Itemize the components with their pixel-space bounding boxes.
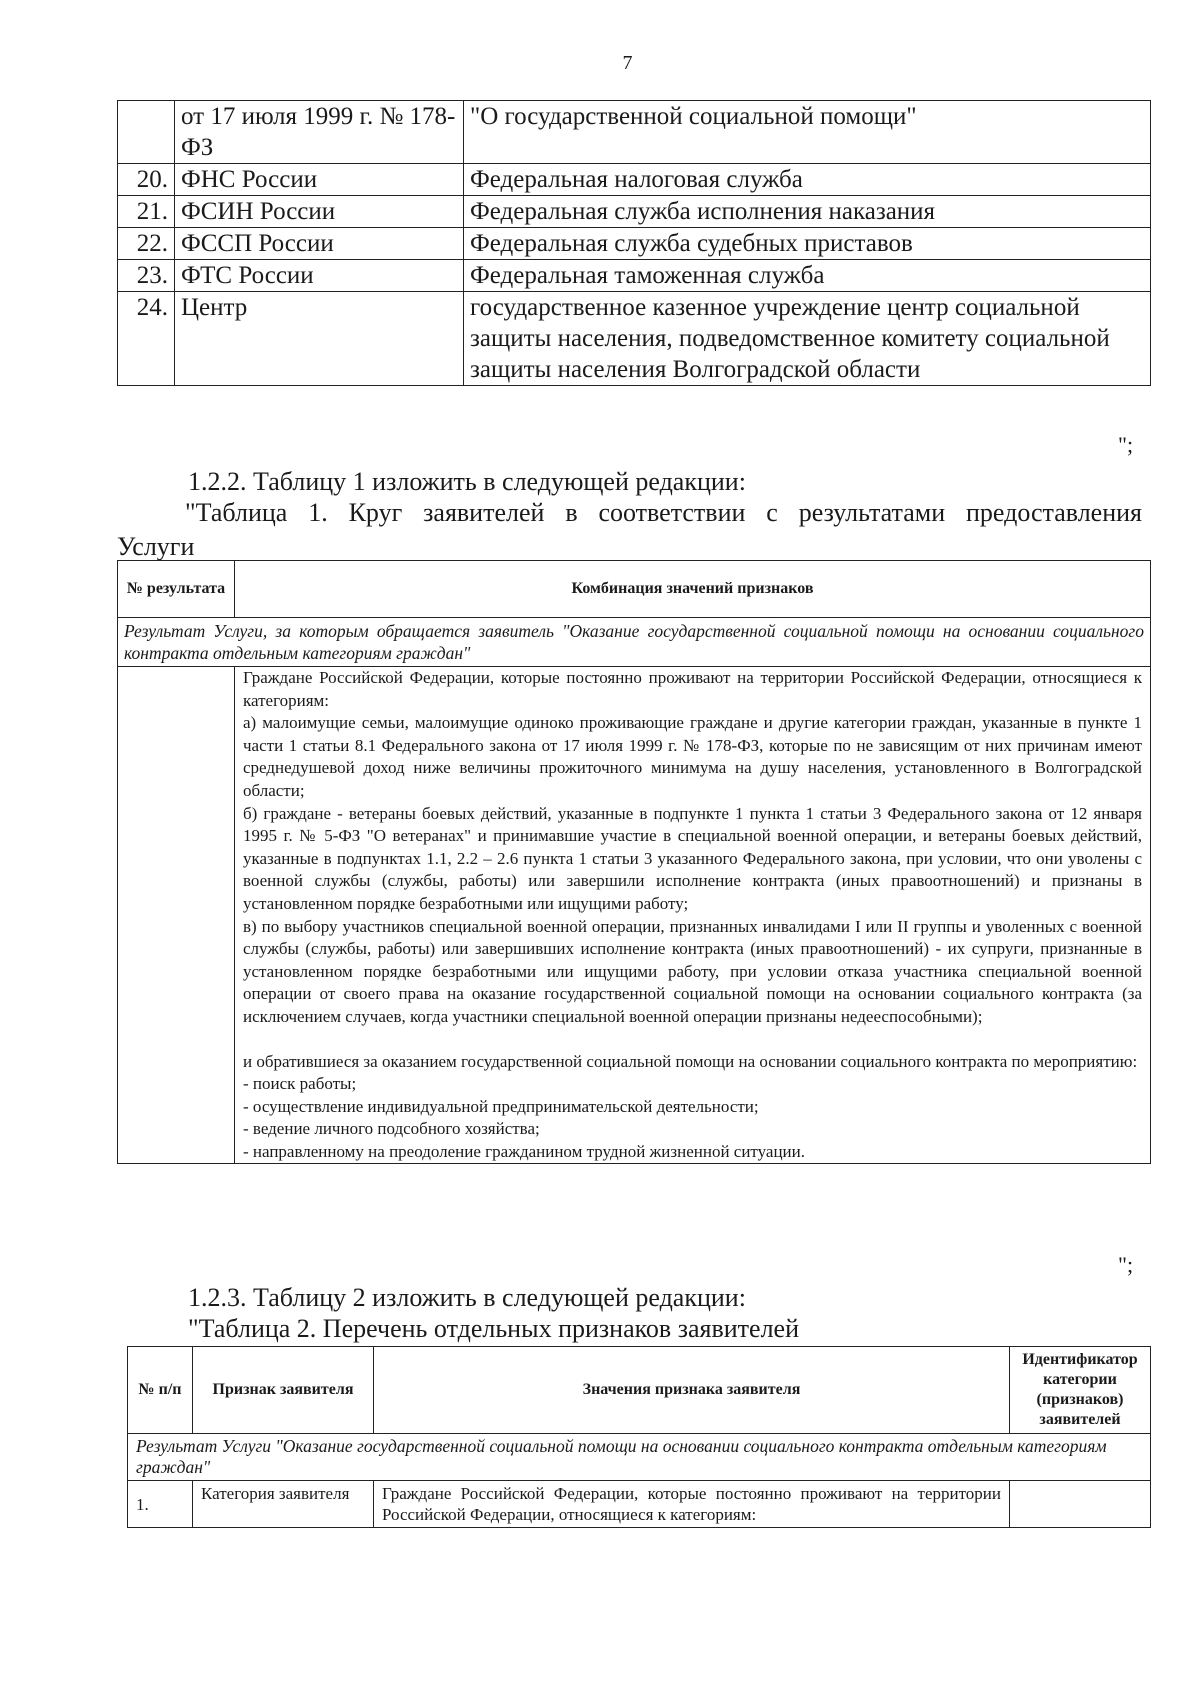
header-attribute: Признак заявителя xyxy=(193,1347,374,1434)
abbreviation-cell: ФНС России xyxy=(175,164,464,196)
table1-caption-cont: Услуги xyxy=(117,532,195,561)
table-row xyxy=(118,228,1151,260)
table-row xyxy=(118,164,1151,196)
header-result-number: № результата xyxy=(118,561,235,618)
table-row xyxy=(118,196,1151,228)
table-header-row xyxy=(118,561,1151,618)
row-number: 20. xyxy=(118,164,175,196)
measure-item: - ведение личного подсобного хозяйства; xyxy=(243,1119,540,1139)
result-description: Результат Услуги, за которым обращается заявитель "Оказание государственной социальной помощи на основании социального контракта отдельным категориям граждан" xyxy=(118,618,1151,667)
row-number xyxy=(118,101,175,164)
measure-item: - осуществление индивидуальной предпринимательской деятельности; xyxy=(243,1096,759,1116)
table-1 xyxy=(117,560,1151,1164)
table2-caption: "Таблица 2. Перечень отдельных признаков заявителей xyxy=(188,1314,799,1343)
criteria-item-a: а) малоимущие семьи, малоимущие одиноко проживающие граждане и другие категории граждан, указанные в пункте 1 части 1 статьи 8.1 Федерального закона от 17 июля 1999 г. № 178-ФЗ, которые по не зависящим от них причинам имеют среднедушевой доход ниже величины прожиточного минимума на душу населения, установленного в Волгоградской области; xyxy=(243,713,1142,800)
result-row xyxy=(118,618,1151,667)
identifier-cell xyxy=(1010,1481,1151,1528)
table-row xyxy=(118,292,1151,386)
full-name-cell: Федеральная служба судебных приставов xyxy=(464,228,1151,260)
criteria-item-b: б) граждане - ветераны боевых действий, указанные в подпункте 1 пункта 1 статьи 3 Федерального закона от 12 января 1995 г. № 5-ФЗ "О ветеранах" и принимавшие участие в специальной военной операции, и ветераны боевых действий, указанные в подпунктах 1.1, 2.2 – 2.6 пункта 1 статьи 3 указанного Федерального закона, при условии, что они уволены с военной службы (службы, работы) или завершили исполнение контракта (иных правоотношений) и признаны в установленном порядке безработными или ищущими работу; xyxy=(243,803,1142,913)
measure-item: - поиск работы; xyxy=(243,1074,357,1094)
row-number: 1. xyxy=(128,1481,193,1528)
abbreviations-table xyxy=(117,100,1151,386)
table-row xyxy=(118,101,1151,164)
measure-item: - направленному на преодоление гражданином трудной жизненной ситуации. xyxy=(243,1141,806,1161)
full-name-cell: Федеральная таможенная служба xyxy=(464,260,1151,292)
row-number: 24. xyxy=(118,292,175,386)
abbreviation-cell: Центр xyxy=(175,292,464,386)
result-description: Результат Услуги "Оказание государственной социальной помощи на основании социального контракта отдельным категориям граждан" xyxy=(128,1434,1151,1481)
criteria-cell xyxy=(235,667,1151,1164)
abbreviation-cell: ФССП России xyxy=(175,228,464,260)
table-2 xyxy=(127,1346,1151,1528)
row-number: 23. xyxy=(118,260,175,292)
table1-caption: "Таблица 1. Круг заявителей в соответствии с результатами предоставления xyxy=(185,498,1142,527)
full-name-cell: Федеральная налоговая служба xyxy=(464,164,1151,196)
header-combination: Комбинация значений признаков xyxy=(235,561,1151,618)
abbreviation-cell: ФСИН России xyxy=(175,196,464,228)
closing-quote-mark: "; xyxy=(1118,1252,1134,1277)
table-row xyxy=(118,260,1151,292)
row-number: 21. xyxy=(118,196,175,228)
header-identifier: Идентификатор категории (признаков) заявителей xyxy=(1010,1347,1151,1434)
table-row xyxy=(118,667,1151,1164)
closing-quote-mark: "; xyxy=(1118,432,1134,457)
header-values: Значения признака заявителя xyxy=(374,1347,1010,1434)
full-name-cell: "О государственной социальной помощи" xyxy=(464,101,1151,164)
abbreviation-cell: ФТС России xyxy=(175,260,464,292)
result-number-cell xyxy=(118,667,235,1164)
criteria-intro: Граждане Российской Федерации, которые постоянно проживают на территории Российской Федерации, относящиеся к категориям: xyxy=(243,668,1142,710)
abbreviation-cell: от 17 июля 1999 г. № 178-ФЗ xyxy=(175,101,464,164)
page-number: 7 xyxy=(622,52,633,74)
section-123-heading: 1.2.3. Таблицу 2 изложить в следующей редакции: xyxy=(188,1283,746,1312)
section-122-heading: 1.2.2. Таблицу 1 изложить в следующей редакции: xyxy=(188,467,746,496)
full-name-cell: Федеральная служба исполнения наказания xyxy=(464,196,1151,228)
table-row xyxy=(128,1481,1151,1528)
criteria-measures-intro: и обратившиеся за оказанием государственной социальной помощи на основании социального контракта по мероприятию: xyxy=(243,1051,1138,1071)
row-number: 22. xyxy=(118,228,175,260)
result-row xyxy=(128,1434,1151,1481)
full-name-cell: государственное казенное учреждение центр социальной защиты населения, подведомственное комитету социальной защиты населения Волгоградской области xyxy=(464,292,1151,386)
criteria-item-c: в) по выбору участников специальной военной операции, признанных инвалидами I или II группы и уволенных с военной службы (службы, работы) или завершивших исполнение контракта (иных правоотношений) - их супруги, признанные в установленном порядке безработными или ищущими работу, при условии отказа участника специальной военной операции от своего права на оказание государственной социальной помощи на основании социального контракта (за исключением случаев, когда участники специальной военной операции признаны недееспособными); xyxy=(243,916,1142,1026)
table-header-row xyxy=(128,1347,1151,1434)
attribute-cell: Категория заявителя xyxy=(193,1481,374,1528)
value-cell: Граждане Российской Федерации, которые постоянно проживают на территории Российской Федерации, относящиеся к категориям: xyxy=(374,1481,1010,1528)
header-number: № п/п xyxy=(128,1347,193,1434)
